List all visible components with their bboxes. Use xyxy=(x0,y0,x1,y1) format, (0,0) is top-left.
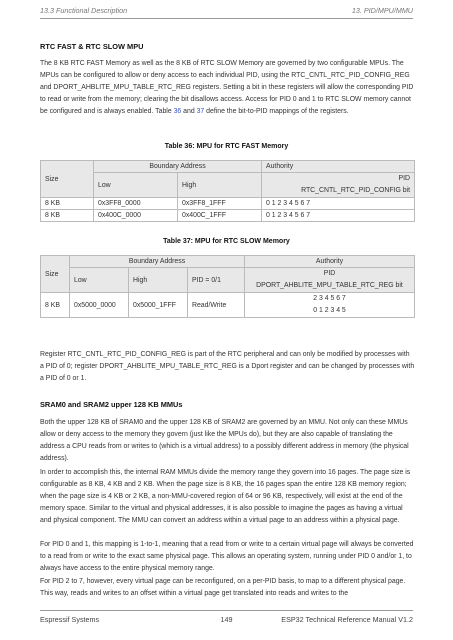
register-paragraph: Register RTC_CNTL_RTC_PID_CONFIG_REG is part of the RTC peripheral and can only be modified by processes with a PID of 0; register DPORT_AHBLITE_MPU_TABLE_RTC_REG is a Dport register and can be changed by processes with a PID of 0 or 1. xyxy=(40,351,415,382)
table36-r0-bits: 0 1 2 3 4 5 6 7 xyxy=(262,198,415,210)
table37-link[interactable]: 37 xyxy=(196,108,205,115)
table36 xyxy=(40,160,415,222)
table36-r1-low: 0x400C_0000 xyxy=(94,210,178,222)
table36-reg-label: RTC_CNTL_RTC_PID_CONFIG bit xyxy=(301,187,410,194)
table36-size-header: Size xyxy=(41,161,94,198)
table36-low-header: Low xyxy=(94,173,178,198)
table37-authority-header: Authority xyxy=(245,256,415,268)
table36-caption: Table 36: MPU for RTC FAST Memory xyxy=(164,143,289,150)
table36-pid-label: PID xyxy=(398,175,410,182)
table-row xyxy=(41,293,415,318)
table36-authority-header: Authority xyxy=(262,161,415,173)
rtc-mpu-text-and: and xyxy=(181,108,197,115)
table37-r0-high: 0x5000_1FFF xyxy=(129,293,188,318)
rtc-mpu-text-end: define the bit-to-PID mappings of the registers. xyxy=(204,108,349,115)
table36-r0-size: 8 KB xyxy=(41,198,94,210)
page-header xyxy=(40,6,413,18)
table36-boundary-header: Boundary Address xyxy=(94,161,262,173)
footer-rule xyxy=(40,610,413,611)
table37-pid-header xyxy=(245,268,415,293)
table37-boundary-header: Boundary Address xyxy=(70,256,245,268)
header-section: 13.3 Functional Description xyxy=(40,6,128,15)
table37-r0-bits: 0 1 2 3 4 5 xyxy=(313,307,346,314)
table36-high-header: High xyxy=(178,173,262,198)
table36-r0-high: 0x3FF8_1FFF xyxy=(178,198,262,210)
table36-link[interactable]: 36 xyxy=(173,108,182,115)
rtc-mpu-paragraph xyxy=(40,58,415,118)
table36-r1-size: 8 KB xyxy=(41,210,94,222)
sram-mmu-paragraph-1: Both the upper 128 KB of SRAM0 and the upper 128 KB of SRAM2 are governed by an MMU. Not only can these MMUs allow or deny access to the memory they govern (just like the MPUs do), but they are also capable of translating the address a CPU reads from or writes to (which is a virtual address) to a possibly different address in memory (the physical address). xyxy=(40,419,409,462)
header-rule xyxy=(40,18,413,19)
table37-pid-label: PID xyxy=(323,270,336,277)
sram-mmu-paragraph-2: In order to accomplish this, the internal RAM MMUs divide the memory range they govern into 16 pages. The page size is configurable as 8 KB, 4 KB and 2 KB. When the page size is 8 KB, the 16 pages span the entire 128 KB memory region; when the page size is 4 KB or 2 KB, a non-MMU-covered region of 64 or 96 KB, respectively, will exist at the end of the memory space. Similar to the virtual and physical addresses, it is also possible to imagine the pages as having a virtual and physical component. The MMU can convert an address within a virtual page to an address within a physical page. xyxy=(40,469,411,524)
table37-r0-low: 0x5000_0000 xyxy=(70,293,129,318)
footer-company: Espressif Systems xyxy=(40,615,100,624)
table36-r0-low: 0x3FF8_0000 xyxy=(94,198,178,210)
table37-r0-size: 8 KB xyxy=(41,293,70,318)
table36-pid-header xyxy=(262,173,415,198)
footer-manual-title: ESP32 Technical Reference Manual V1.2 xyxy=(281,615,413,624)
table37-r0-pids: 2 3 4 5 6 7 xyxy=(313,295,346,302)
rtc-mpu-text: The 8 KB RTC FAST Memory as well as the 8 KB of RTC SLOW Memory are governed by two configurable MPUs. The MPUs can be configured to allow or deny access to each individual PID, using the RTC_CNTL_RTC_PID_CONFIG_REG and DPORT_AHBLITE_MPU_TABLE_RTC_REG registers. Setting a bit in these registers will allow the corresponding PID to read or write from the memory; clearing the bit disallows access. Access for PID 0 and 1 to RTC SLOW memory cannot be configured and is always enabled. Table xyxy=(40,60,414,115)
sram-mmu-paragraph-4: For PID 2 to 7, however, every virtual page can be reconfigured, on a per-PID basis, to map to a different physical page. This way, reads and writes to an offset within a virtual page get translated into reads and writes to the xyxy=(40,578,406,597)
page-number: 149 xyxy=(220,615,233,624)
table37-caption: Table 37: MPU for RTC SLOW Memory xyxy=(163,238,290,245)
table37-low-header: Low xyxy=(70,268,129,293)
header-chapter: 13. PID/MPU/MMU xyxy=(351,6,413,15)
table37-reg-label: DPORT_AHBLITE_MPU_TABLE_RTC_REG bit xyxy=(256,282,403,289)
table37-pid01-header: PID = 0/1 xyxy=(188,268,245,293)
sram-mmu-paragraph-3: For PID 0 and 1, this mapping is 1-to-1, meaning that a read from or write to a certain virtual page will always be converted to a read from or write to the exact same physical page. This allows an operating system, running under PID 0 and/or 1, to always have access to the entire physical memory range. xyxy=(40,541,414,572)
table37 xyxy=(40,255,415,318)
table-row xyxy=(41,198,415,210)
section-heading-sram-mmu: SRAM0 and SRAM2 upper 128 KB MMUs xyxy=(40,400,183,409)
table37-size-header: Size xyxy=(41,256,70,293)
table36-r1-bits: 0 1 2 3 4 5 6 7 xyxy=(262,210,415,222)
table36-r1-high: 0x400C_1FFF xyxy=(178,210,262,222)
table37-high-header: High xyxy=(129,268,188,293)
table37-r0-authority xyxy=(245,293,415,318)
table37-r0-pid01: Read/Write xyxy=(188,293,245,318)
section-heading-rtc-mpu: RTC FAST & RTC SLOW MPU xyxy=(40,42,144,51)
table-row xyxy=(41,210,415,222)
